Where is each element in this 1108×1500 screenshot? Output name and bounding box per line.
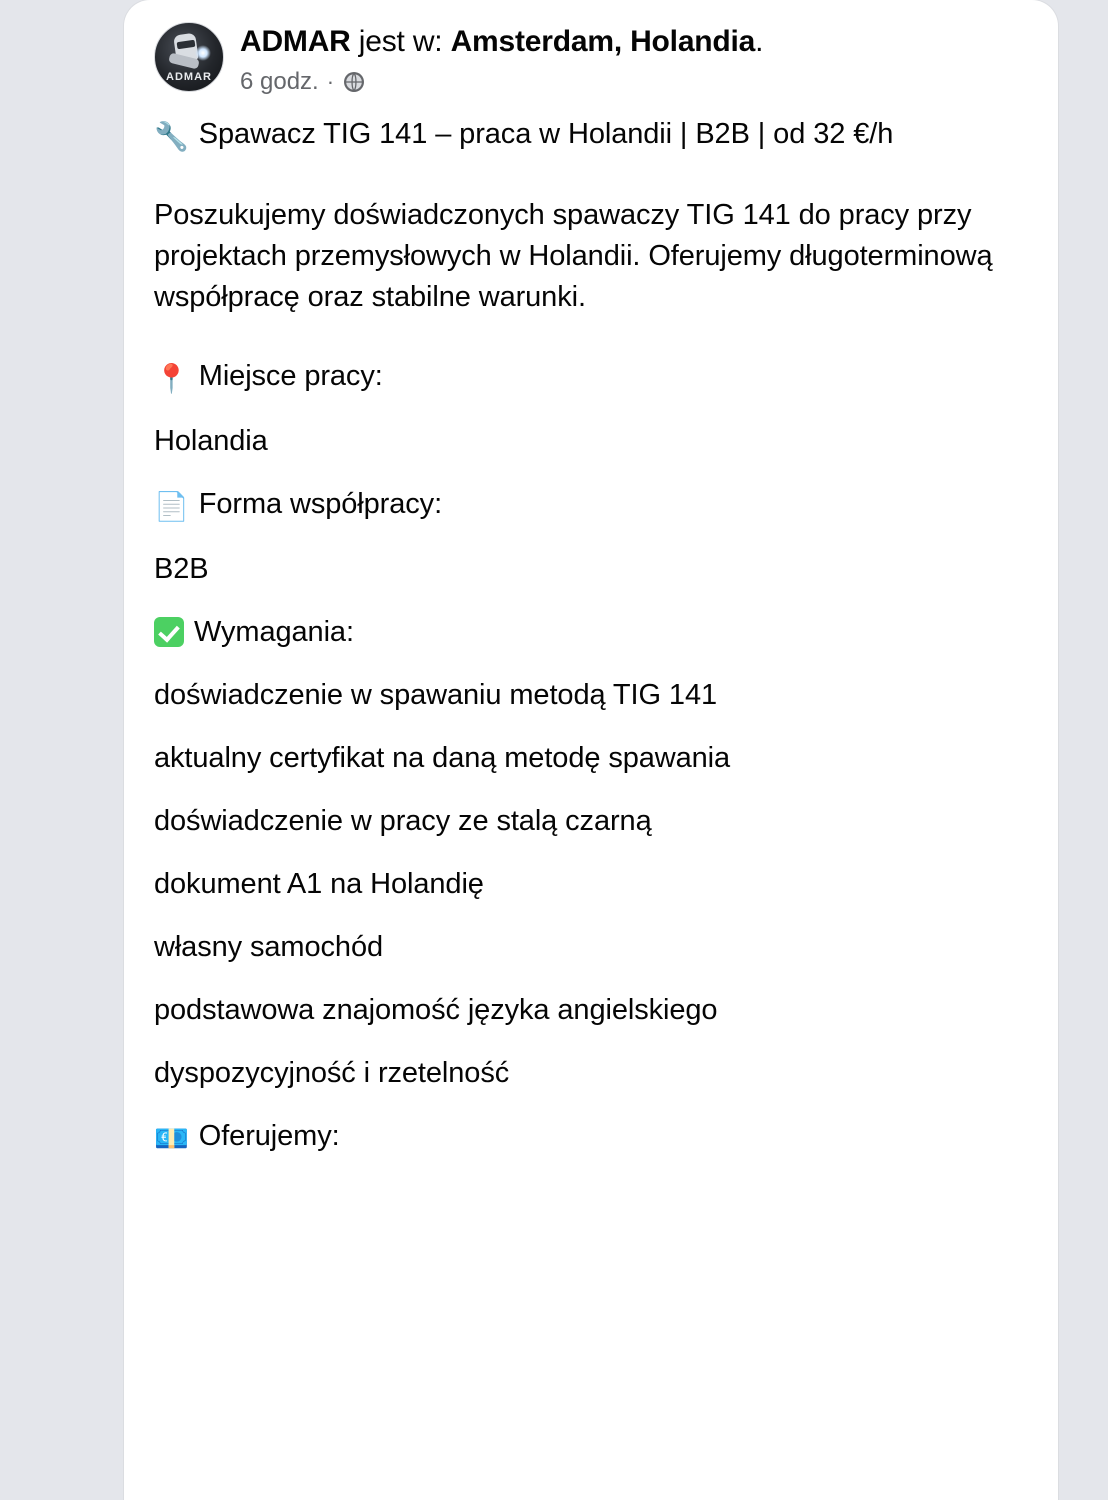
section-location-label bbox=[154, 356, 1028, 399]
globe-icon[interactable] bbox=[342, 70, 366, 94]
post-intro: Poszukujemy doświadczonych spawaczy TIG 141 do pracy przy projektach przemysłowych w Holandii. Oferujemy długoterminową współpracę oraz stabilne warunki. bbox=[154, 199, 993, 313]
post-title-period: . bbox=[755, 25, 764, 58]
spacer bbox=[154, 968, 1028, 990]
meta-separator: · bbox=[326, 69, 335, 94]
spacer bbox=[154, 842, 1028, 864]
spacer bbox=[154, 716, 1028, 738]
offer-heading bbox=[154, 1116, 1028, 1159]
offer-heading-text: Oferujemy: bbox=[198, 1120, 340, 1152]
list-item: doświadczenie w spawaniu metodą TIG 141 bbox=[154, 679, 718, 711]
wrench-icon: 🔧 bbox=[154, 121, 189, 152]
section-contract-label bbox=[154, 484, 1028, 527]
spacer bbox=[154, 905, 1028, 927]
post-header-text bbox=[240, 22, 1028, 96]
spacer bbox=[154, 527, 1028, 549]
post-timestamp[interactable]: 6 godz. bbox=[240, 68, 319, 95]
list-item: dokument A1 na Holandię bbox=[154, 868, 484, 900]
spacer bbox=[154, 1031, 1028, 1053]
post-title-line bbox=[240, 24, 1028, 60]
section-location-label-text: Miejsce pracy: bbox=[198, 360, 383, 392]
map-pin-icon: 📍 bbox=[154, 363, 189, 394]
post-headline-text: Spawacz TIG 141 – praca w Holandii | B2B | od 32 €/h bbox=[198, 118, 894, 150]
post-meta-line bbox=[240, 68, 1028, 96]
spacer bbox=[154, 1094, 1028, 1116]
spacer bbox=[154, 318, 1028, 356]
spacer bbox=[154, 590, 1028, 612]
spacer bbox=[154, 399, 1028, 421]
list-item: dyspozycyjność i rzetelność bbox=[154, 1057, 510, 1089]
post-location[interactable]: Amsterdam, Holandia bbox=[450, 25, 756, 58]
requirements-heading-text: Wymagania: bbox=[194, 616, 354, 648]
green-check-icon bbox=[154, 617, 184, 647]
avatar[interactable] bbox=[154, 22, 224, 92]
post-inner bbox=[124, 0, 1058, 1159]
spacer bbox=[154, 653, 1028, 675]
spacer bbox=[154, 157, 1028, 195]
section-contract-label-text: Forma współpracy: bbox=[198, 488, 443, 520]
list-item: podstawowa znajomość języka angielskiego bbox=[154, 994, 718, 1026]
spacer bbox=[154, 462, 1028, 484]
list-item: własny samochód bbox=[154, 931, 383, 963]
list-item: aktualny certyfikat na daną metodę spawania bbox=[154, 742, 731, 774]
post-body bbox=[154, 114, 1028, 1159]
page-curl-icon: 📄 bbox=[154, 491, 189, 522]
post-headline bbox=[154, 114, 1028, 157]
author-name[interactable]: ADMAR bbox=[240, 25, 351, 58]
avatar-brand-label: ADMAR bbox=[166, 71, 212, 83]
money-with-wings-icon: 💶 bbox=[154, 1123, 189, 1154]
post-action-text: jest w: bbox=[358, 25, 443, 58]
spacer bbox=[154, 779, 1028, 801]
post-header bbox=[154, 22, 1028, 96]
list-item: doświadczenie w pracy ze stalą czarną bbox=[154, 805, 652, 837]
section-contract-value: B2B bbox=[154, 553, 209, 585]
requirements-heading bbox=[154, 612, 1028, 653]
section-location-value: Holandia bbox=[154, 425, 268, 457]
facebook-post-card bbox=[124, 0, 1058, 1500]
